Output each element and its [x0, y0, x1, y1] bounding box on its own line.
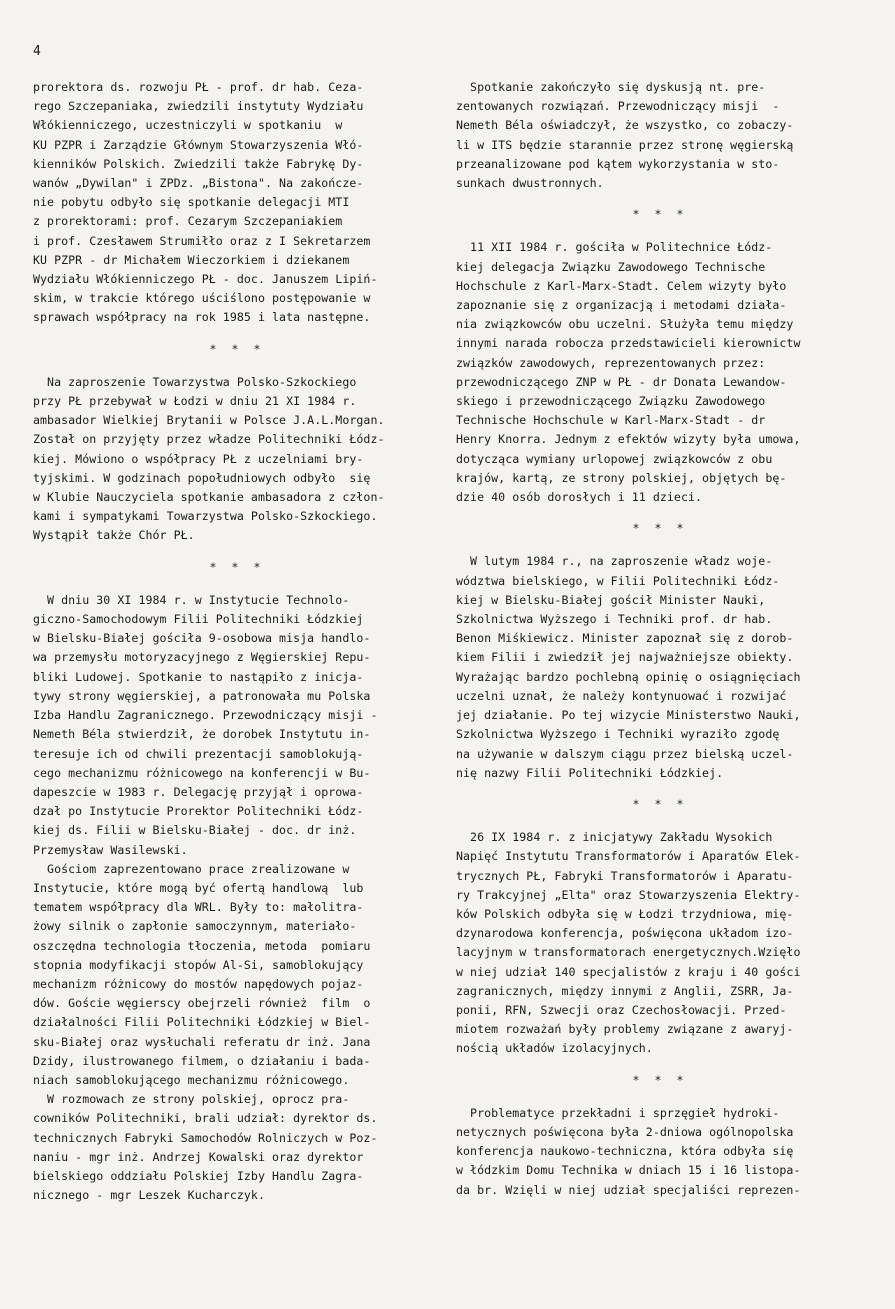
text-line: giczno-Samochodowym Filii Politechniki Łódzkiej	[33, 612, 364, 627]
text-line: skim, w trakcie którego uściślono postępowanie w	[33, 291, 371, 306]
text-line: W rozmowach ze strony polskiej, oprocz pra-	[33, 1092, 350, 1107]
text-line: Instytucie, które mogą być ofertą handlową lub	[33, 880, 364, 895]
section-separator: * * *	[209, 341, 265, 356]
text-line: bielskiego oddziału Polskiej Izby Handlu Zagra-	[33, 1168, 364, 1183]
text-line: dzał po Instytucie Prorektor Politechniki Łódz-	[33, 804, 364, 819]
paragraph	[33, 860, 441, 1090]
text-line: i prof. Czesławem Strumiłło oraz z I Sekretarzem	[33, 233, 371, 248]
paragraph	[456, 828, 864, 1058]
text-line: Dzidy, ilustrowanego filmem, o działaniu i bada-	[33, 1053, 371, 1068]
section-separator: * * *	[632, 521, 688, 536]
text-line: dapeszcie w 1983 r. Delegację przyjął i oprowa-	[33, 784, 364, 799]
text-line: w Klubie Nauczyciela spotkanie ambasadora z człon-	[33, 490, 385, 505]
text-line: zentowanych rozwiązań. Przewodniczący misji -	[456, 99, 780, 114]
text-line: nością układów izolacyjnych.	[456, 1041, 653, 1056]
paragraph	[33, 591, 441, 860]
text-line: kienników Polskich. Zwiedzili także Fabrykę Dy-	[33, 156, 364, 171]
text-line: kiej delegacja Związku Zawodowego Technische	[456, 259, 766, 274]
text-line: nicznego - mgr Leszek Kucharczyk.	[33, 1188, 265, 1203]
text-line: niach samoblokującego mechanizmu różnicowego.	[33, 1072, 350, 1087]
text-line: ków Polskich odbyła się w Łodzi trzydniowa, mię-	[456, 906, 794, 921]
text-line: Spotkanie zakończyło się dyskusją nt. pre-	[456, 80, 766, 94]
text-line: w łódzkim Domu Technika w dniach 15 i 16 listopa-	[456, 1163, 801, 1178]
text-line: teresuje ich od chwili prezentacji samoblokują-	[33, 746, 364, 761]
text-line: bliki Ludowej. Spotkanie to nastąpiło z inicja-	[33, 669, 364, 684]
text-line: na używanie w dalszym ciągu przez bielską uczel-	[456, 746, 794, 761]
text-line: miotem rozważań były problemy związane z awaryj-	[456, 1022, 794, 1037]
text-line: sunkach dwustronnych.	[456, 176, 604, 191]
text-line: naniu - mgr inż. Andrzej Kowalski oraz dyrektor	[33, 1149, 364, 1164]
text-line: KU PZPR - dr Michałem Wieczorkiem i dziekanem	[33, 252, 350, 267]
text-line: jej działanie. Po tej wizycie Ministerstwo Nauki,	[456, 708, 801, 723]
text-line: Nemeth Béla oświadczył, że wszystko, co zobaczy-	[456, 118, 794, 133]
text-line: uczelni uznał, że należy kontynuować i rozwijać	[456, 688, 787, 703]
text-line: cowników Politechniki, brali udział: dyrektor ds.	[33, 1111, 378, 1126]
text-line: Przemysław Wasilewski.	[33, 842, 188, 857]
text-line: w Bielsku-Białej gościła 9-osobowa misja handlo-	[33, 631, 371, 646]
text-line: Szkolnictwa Wyższego i Techniki prof. dr hab.	[456, 612, 773, 627]
text-line: trycznych PŁ, Fabryki Transformatorów i Aparatu-	[456, 868, 794, 883]
text-line: Wyrażając bardzo pochlebną opinię o osiągnięciach	[456, 669, 801, 684]
text-line: Na zaproszenie Towarzystwa Polsko-Szkockiego	[33, 374, 357, 389]
text-line: Izba Handlu Zagranicznego. Przewodniczący misji -	[33, 708, 378, 723]
paragraph	[33, 373, 441, 546]
text-line: mechanizm różnicowy do mostów napędowych pojaz-	[33, 976, 364, 991]
text-line: Napięć Instytutu Transformatorów i Aparatów Elek-	[456, 849, 801, 864]
text-line: żowy silnik o zapłonie samoczynnym, materiało-	[33, 919, 357, 934]
text-line: ry Trakcyjnej „Elta" oraz Stowarzyszenia Elektry-	[456, 887, 801, 902]
text-line: Nemeth Béla stwierdził, że dorobek Instytutu in-	[33, 727, 371, 742]
text-line: Został on przyjęty przez władze Politechniki Łódz-	[33, 432, 385, 447]
paragraph	[456, 238, 864, 507]
text-line: kiej ds. Filii w Bielsku-Białej - doc. dr inż.	[33, 823, 357, 838]
text-line: Problematyce przekładni i sprzęgieł hydroki-	[456, 1105, 780, 1120]
text-line: 11 XII 1984 r. gościła w Politechnice Łódz-	[456, 240, 773, 255]
text-line: kiej. Mówiono o współpracy PŁ z uczelniami bry-	[33, 451, 364, 466]
text-line: Szkolnictwa Wyższego i Techniki wyraziło zgodę	[456, 727, 780, 742]
text-line: zagranicznych, między innymi z Anglii, ZSRR, Ja-	[456, 983, 794, 998]
text-line: z prorektorami: prof. Cezarym Szczepaniakiem	[33, 214, 343, 229]
text-line: nia związkowców obu uczelni. Służyła temu między	[456, 317, 794, 332]
text-line: wództwa bielskiego, w Filii Politechniki Łódz-	[456, 573, 780, 588]
text-line: wanów „Dywilan" i ZPDz. „Bistona". Na zakończe-	[33, 176, 364, 191]
text-line: technicznych Fabryki Samochodów Rolniczych w Poz-	[33, 1130, 378, 1145]
text-line: ponii, RFN, Szwecji oraz Czechosłowacji. Przed-	[456, 1002, 787, 1017]
text-line: dzynarodowa konferencja, poświęcona układom izo-	[456, 926, 794, 941]
text-line: kiej w Bielsku-Białej gościł Minister Nauki,	[456, 592, 766, 607]
text-line: rego Szczepaniaka, zwiedzili instytuty Wydziału	[33, 99, 364, 114]
text-line: tyjskimi. W godzinach popołudniowych odbyło się	[33, 470, 371, 485]
text-line: cego mechanizmu różnicowego na konferencji w Bu-	[33, 765, 371, 780]
text-line: lacyjnym w transformatorach energetycznych.Wzięło	[456, 945, 801, 960]
text-line: kiem Filii i zwiedził jej najważniejsze obiekty.	[456, 650, 794, 665]
paragraph	[33, 78, 441, 328]
text-line: Gościom zaprezentowano prace zrealizowane w	[33, 861, 350, 876]
text-line: Wydziału Włókienniczego PŁ - doc. Januszem Lipiń-	[33, 272, 378, 287]
right-column	[456, 78, 864, 1200]
text-line: stopnia modyfikacji stopów Al-Si, samoblokujący	[33, 957, 364, 972]
paragraph	[456, 1104, 864, 1200]
text-line: nie pobytu odbyło się spotkanie delegacji MTI	[33, 195, 350, 210]
text-line: Wystąpił także Chór PŁ.	[33, 528, 195, 543]
text-line: konferencja naukowo-techniczna, która odbyła się	[456, 1144, 794, 1159]
text-line: Włókienniczego, uczestniczyli w spotkaniu w	[33, 118, 343, 133]
text-line: sprawach współpracy na rok 1985 i lata następne.	[33, 310, 371, 325]
text-line: nię nazwy Filii Politechniki Łódzkiej.	[456, 765, 724, 780]
text-line: działalności Filii Politechniki Łódzkiej w Biel-	[33, 1015, 371, 1030]
page-number: 4	[33, 44, 42, 59]
text-line: dów. Goście węgierscy obejrzeli również film o	[33, 996, 371, 1011]
text-line: W lutym 1984 r., na zaproszenie władz woje-	[456, 554, 773, 569]
text-line: 26 IX 1984 r. z inicjatywy Zakładu Wysokich	[456, 830, 773, 845]
text-line: tematem współpracy dla WRL. Były to: małolitra-	[33, 900, 364, 915]
text-line: sku-Białej oraz wysłuchali referatu dr inż. Jana	[33, 1034, 371, 1049]
text-line: W dniu 30 XI 1984 r. w Instytucie Technolo-	[33, 592, 350, 607]
text-line: kami i sympatykami Towarzystwa Polsko-Szkockiego.	[33, 509, 378, 524]
text-line: innymi narada robocza przedstawicieli kierownictw	[456, 336, 801, 351]
paragraph	[456, 552, 864, 782]
text-line: w niej udział 140 specjalistów z kraju i 40 gości	[456, 964, 801, 979]
text-line: tywy strony węgierskiej, a patronowała mu Polska	[33, 688, 371, 703]
text-line: krajów, kartą, ze strony polskiej, objętych bę-	[456, 470, 787, 485]
text-line: ambasador Wielkiej Brytanii w Polsce J.A.L.Morgan.	[33, 413, 385, 428]
text-line: li w ITS będzie starannie przez stronę węgierską	[456, 137, 794, 152]
paragraph	[33, 1090, 441, 1205]
text-line: zapoznanie się z organizacją i metodami działa-	[456, 298, 787, 313]
text-line: KU PZPR i Zarządzie Głównym Stowarzyszenia Włó-	[33, 137, 364, 152]
text-line: prorektora ds. rozwoju PŁ - prof. dr hab. Ceza-	[33, 80, 364, 94]
text-line: oszczędna technologia tłoczenia, metoda pomiaru	[33, 938, 371, 953]
text-line: da br. Wzięli w niej udział specjaliści reprezen-	[456, 1182, 801, 1197]
section-separator: * * *	[632, 207, 688, 222]
section-separator: * * *	[632, 796, 688, 811]
left-column	[33, 78, 441, 1205]
text-line: Henry Knorra. Jednym z efektów wizyty była umowa,	[456, 432, 801, 447]
text-line: netycznych poświęcona była 2-dniowa ogólnopolska	[456, 1124, 794, 1139]
text-line: Benon Miśkiewicz. Minister zapoznał się z dorob-	[456, 631, 794, 646]
text-line: przy PŁ przebywał w Łodzi w dniu 21 XI 1984 r.	[33, 394, 357, 409]
text-line: przewodniczącego ZNP w PŁ - dr Donata Lewandow-	[456, 374, 787, 389]
text-line: skiego i przewodniczącego Związku Zawodowego	[456, 394, 766, 409]
text-line: związków zawodowych, reprezentowanych przez:	[456, 355, 766, 370]
text-line: Hochschule z Karl-Marx-Stadt. Celem wizyty było	[456, 278, 787, 293]
text-line: dzie 40 osób dorosłych i 11 dzieci.	[456, 490, 703, 505]
section-separator: * * *	[632, 1072, 688, 1087]
text-line: przeanalizowane pod kątem wykorzystania w sto-	[456, 156, 780, 171]
section-separator: * * *	[209, 559, 265, 574]
text-line: Technische Hochschule w Karl-Marx-Stadt - dr	[456, 413, 766, 428]
paragraph	[456, 78, 864, 193]
text-line: wa przemysłu motoryzacyjnego z Węgierskiej Repu-	[33, 650, 371, 665]
text-line: dotycząca wymiany urlopowej związkowców z obu	[456, 451, 773, 466]
